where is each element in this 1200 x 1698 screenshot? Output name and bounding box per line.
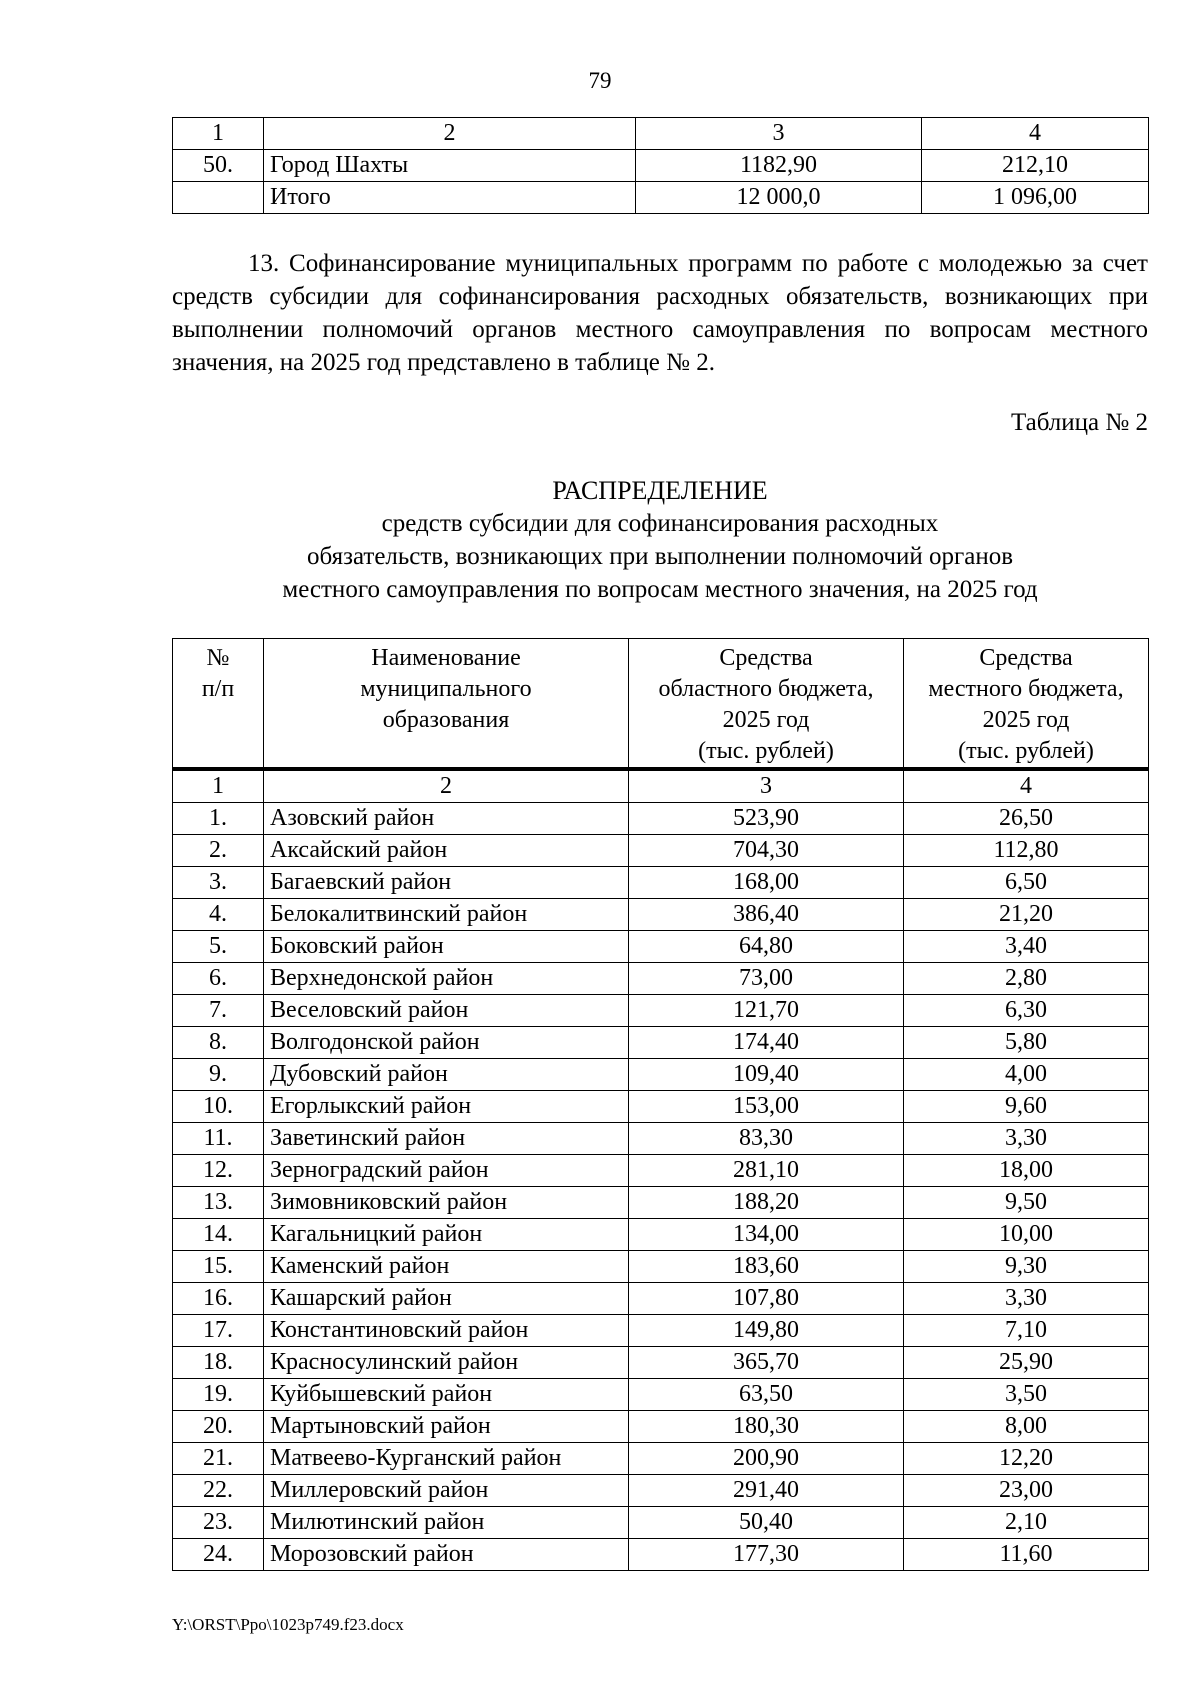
- table-row: [173, 150, 1149, 182]
- local-budget-value: 9,30: [904, 1251, 1149, 1283]
- municipality-name: Волгодонской район: [264, 1027, 629, 1059]
- column-number: 2: [264, 769, 629, 803]
- regional-budget-value: 121,70: [629, 995, 904, 1027]
- total-row: [173, 182, 1149, 214]
- regional-budget-value: 523,90: [629, 803, 904, 835]
- row-number: 12.: [173, 1155, 264, 1187]
- row-number: 13.: [173, 1187, 264, 1219]
- local-budget-value: 6,50: [904, 867, 1149, 899]
- local-budget-value: 9,50: [904, 1187, 1149, 1219]
- local-budget-value: 3,50: [904, 1379, 1149, 1411]
- municipality-name: Кагальницкий район: [264, 1219, 629, 1251]
- column-number: 4: [922, 118, 1149, 150]
- municipality-name: Дубовский район: [264, 1059, 629, 1091]
- local-budget-value: 23,00: [904, 1475, 1149, 1507]
- regional-budget-value: 64,80: [629, 931, 904, 963]
- municipality-name: Кашарский район: [264, 1283, 629, 1315]
- column-numbers-row: [173, 769, 1149, 803]
- regional-budget-value: 149,80: [629, 1315, 904, 1347]
- table-row: [173, 1443, 1149, 1475]
- table-row: [173, 1155, 1149, 1187]
- column-number: 3: [629, 769, 904, 803]
- municipality-name: Милютинский район: [264, 1507, 629, 1539]
- row-number: 7.: [173, 995, 264, 1027]
- column-header-regional-budget: Средства областного бюджета, 2025 год (тыс. рублей): [629, 639, 904, 770]
- regional-budget-value: 1182,90: [636, 150, 922, 182]
- municipality-name: Константиновский район: [264, 1315, 629, 1347]
- local-budget-value: 21,20: [904, 899, 1149, 931]
- row-number: 20.: [173, 1411, 264, 1443]
- regional-budget-value: 188,20: [629, 1187, 904, 1219]
- regional-budget-value: 365,70: [629, 1347, 904, 1379]
- table-row: [173, 1027, 1149, 1059]
- row-number: 5.: [173, 931, 264, 963]
- row-number: 11.: [173, 1123, 264, 1155]
- row-number: 15.: [173, 1251, 264, 1283]
- column-number: 1: [173, 769, 264, 803]
- table-row: [173, 1379, 1149, 1411]
- local-budget-value: 2,80: [904, 963, 1149, 995]
- total-regional-value: 12 000,0: [636, 182, 922, 214]
- table-row: [173, 1507, 1149, 1539]
- regional-budget-value: 183,60: [629, 1251, 904, 1283]
- local-budget-value: 4,00: [904, 1059, 1149, 1091]
- row-number: 17.: [173, 1315, 264, 1347]
- table-row: [173, 1411, 1149, 1443]
- regional-budget-value: 704,30: [629, 835, 904, 867]
- local-budget-value: 7,10: [904, 1315, 1149, 1347]
- table-row: [173, 1347, 1149, 1379]
- row-number: 24.: [173, 1539, 264, 1571]
- municipality-name: Багаевский район: [264, 867, 629, 899]
- table-row: [173, 1315, 1149, 1347]
- local-budget-value: 9,60: [904, 1091, 1149, 1123]
- municipality-name: Зерноградский район: [264, 1155, 629, 1187]
- column-number: 1: [173, 118, 264, 150]
- table-heading: [172, 474, 1148, 606]
- row-number: 9.: [173, 1059, 264, 1091]
- row-number: 1.: [173, 803, 264, 835]
- table-row: [173, 867, 1149, 899]
- regional-budget-value: 153,00: [629, 1091, 904, 1123]
- regional-budget-value: 63,50: [629, 1379, 904, 1411]
- file-path-footer: Y:\ORST\Ppo\1023p749.f23.docx: [172, 1615, 404, 1634]
- table-row: [173, 1091, 1149, 1123]
- table-row: [173, 1219, 1149, 1251]
- regional-budget-value: 386,40: [629, 899, 904, 931]
- table-label: Таблица № 2: [1010, 409, 1148, 436]
- municipality-name: Азовский район: [264, 803, 629, 835]
- local-budget-value: 112,80: [904, 835, 1149, 867]
- row-number: 50.: [173, 150, 264, 182]
- municipality-name: Боковский район: [264, 931, 629, 963]
- table-row: [173, 1187, 1149, 1219]
- table-header-row: [173, 639, 1149, 770]
- total-local-value: 1 096,00: [922, 182, 1149, 214]
- page-number: 79: [588, 68, 612, 93]
- municipality-name: Мартыновский район: [264, 1411, 629, 1443]
- table-row: [173, 1283, 1149, 1315]
- top-table: [172, 117, 1149, 214]
- paragraph: 13. Софинансирование муниципальных программ по работе с молодежью за счет средств субсидии для софинансирования расходных обязательств, возникающих при выполнении полномочий органов местного самоуправления по вопросам местного значения, на 2025 год представлено в таблице № 2.: [172, 250, 1148, 376]
- row-number: 4.: [173, 899, 264, 931]
- local-budget-value: 12,20: [904, 1443, 1149, 1475]
- municipality-name: Миллеровский район: [264, 1475, 629, 1507]
- municipality-name: Веселовский район: [264, 995, 629, 1027]
- row-number: 22.: [173, 1475, 264, 1507]
- regional-budget-value: 180,30: [629, 1411, 904, 1443]
- table-row: [173, 1059, 1149, 1091]
- regional-budget-value: 109,40: [629, 1059, 904, 1091]
- row-number: 19.: [173, 1379, 264, 1411]
- row-number: 8.: [173, 1027, 264, 1059]
- municipality-name: Верхнедонской район: [264, 963, 629, 995]
- municipality-name: Каменский район: [264, 1251, 629, 1283]
- local-budget-value: 212,10: [922, 150, 1149, 182]
- row-number: 10.: [173, 1091, 264, 1123]
- local-budget-value: 26,50: [904, 803, 1149, 835]
- municipality-name: Белокалитвинский район: [264, 899, 629, 931]
- heading-line: обязательств, возникающих при выполнении полномочий органов: [306, 543, 1014, 570]
- row-number: 16.: [173, 1283, 264, 1315]
- local-budget-value: 18,00: [904, 1155, 1149, 1187]
- municipality-name: Куйбышевский район: [264, 1379, 629, 1411]
- table-row: [173, 899, 1149, 931]
- local-budget-value: 6,30: [904, 995, 1149, 1027]
- table-row: [173, 118, 1149, 150]
- municipality-name: Город Шахты: [264, 150, 636, 182]
- row-number: 21.: [173, 1443, 264, 1475]
- table-row: [173, 1123, 1149, 1155]
- regional-budget-value: 107,80: [629, 1283, 904, 1315]
- heading-title: РАСПРЕДЕЛЕНИЕ: [552, 476, 768, 505]
- table-row: [173, 803, 1149, 835]
- local-budget-value: 11,60: [904, 1539, 1149, 1571]
- regional-budget-value: 177,30: [629, 1539, 904, 1571]
- local-budget-value: 10,00: [904, 1219, 1149, 1251]
- row-number: 18.: [173, 1347, 264, 1379]
- local-budget-value: 25,90: [904, 1347, 1149, 1379]
- municipality-name: Заветинский район: [264, 1123, 629, 1155]
- local-budget-value: 2,10: [904, 1507, 1149, 1539]
- municipality-name: Зимовниковский район: [264, 1187, 629, 1219]
- row-number: [173, 182, 264, 214]
- row-number: 2.: [173, 835, 264, 867]
- table-row: [173, 963, 1149, 995]
- local-budget-value: 3,40: [904, 931, 1149, 963]
- heading-line: средств субсидии для софинансирования расходных: [381, 510, 939, 537]
- column-number: 4: [904, 769, 1149, 803]
- local-budget-value: 3,30: [904, 1283, 1149, 1315]
- distribution-table: [172, 638, 1149, 1571]
- regional-budget-value: 134,00: [629, 1219, 904, 1251]
- regional-budget-value: 200,90: [629, 1443, 904, 1475]
- table-row: [173, 931, 1149, 963]
- local-budget-value: 8,00: [904, 1411, 1149, 1443]
- regional-budget-value: 73,00: [629, 963, 904, 995]
- table-row: [173, 1475, 1149, 1507]
- column-number: 2: [264, 118, 636, 150]
- total-label: Итого: [264, 182, 636, 214]
- column-header-name: Наименование муниципального образования: [264, 639, 629, 770]
- table-row: [173, 995, 1149, 1027]
- heading-line: местного самоуправления по вопросам местного значения, на 2025 год: [282, 576, 1038, 603]
- table-row: [173, 835, 1149, 867]
- table-row: [173, 1539, 1149, 1571]
- local-budget-value: 5,80: [904, 1027, 1149, 1059]
- municipality-name: Морозовский район: [264, 1539, 629, 1571]
- regional-budget-value: 83,30: [629, 1123, 904, 1155]
- column-number: 3: [636, 118, 922, 150]
- municipality-name: Красносулинский район: [264, 1347, 629, 1379]
- regional-budget-value: 50,40: [629, 1507, 904, 1539]
- row-number: 3.: [173, 867, 264, 899]
- municipality-name: Матвеево-Курганский район: [264, 1443, 629, 1475]
- row-number: 23.: [173, 1507, 264, 1539]
- row-number: 14.: [173, 1219, 264, 1251]
- column-header-local-budget: Средства местного бюджета, 2025 год (тыс. рублей): [904, 639, 1149, 770]
- municipality-name: Егорлыкский район: [264, 1091, 629, 1123]
- column-header-number: № п/п: [173, 639, 264, 770]
- regional-budget-value: 174,40: [629, 1027, 904, 1059]
- table-row: [173, 1251, 1149, 1283]
- municipality-name: Аксайский район: [264, 835, 629, 867]
- regional-budget-value: 291,40: [629, 1475, 904, 1507]
- regional-budget-value: 281,10: [629, 1155, 904, 1187]
- local-budget-value: 3,30: [904, 1123, 1149, 1155]
- regional-budget-value: 168,00: [629, 867, 904, 899]
- row-number: 6.: [173, 963, 264, 995]
